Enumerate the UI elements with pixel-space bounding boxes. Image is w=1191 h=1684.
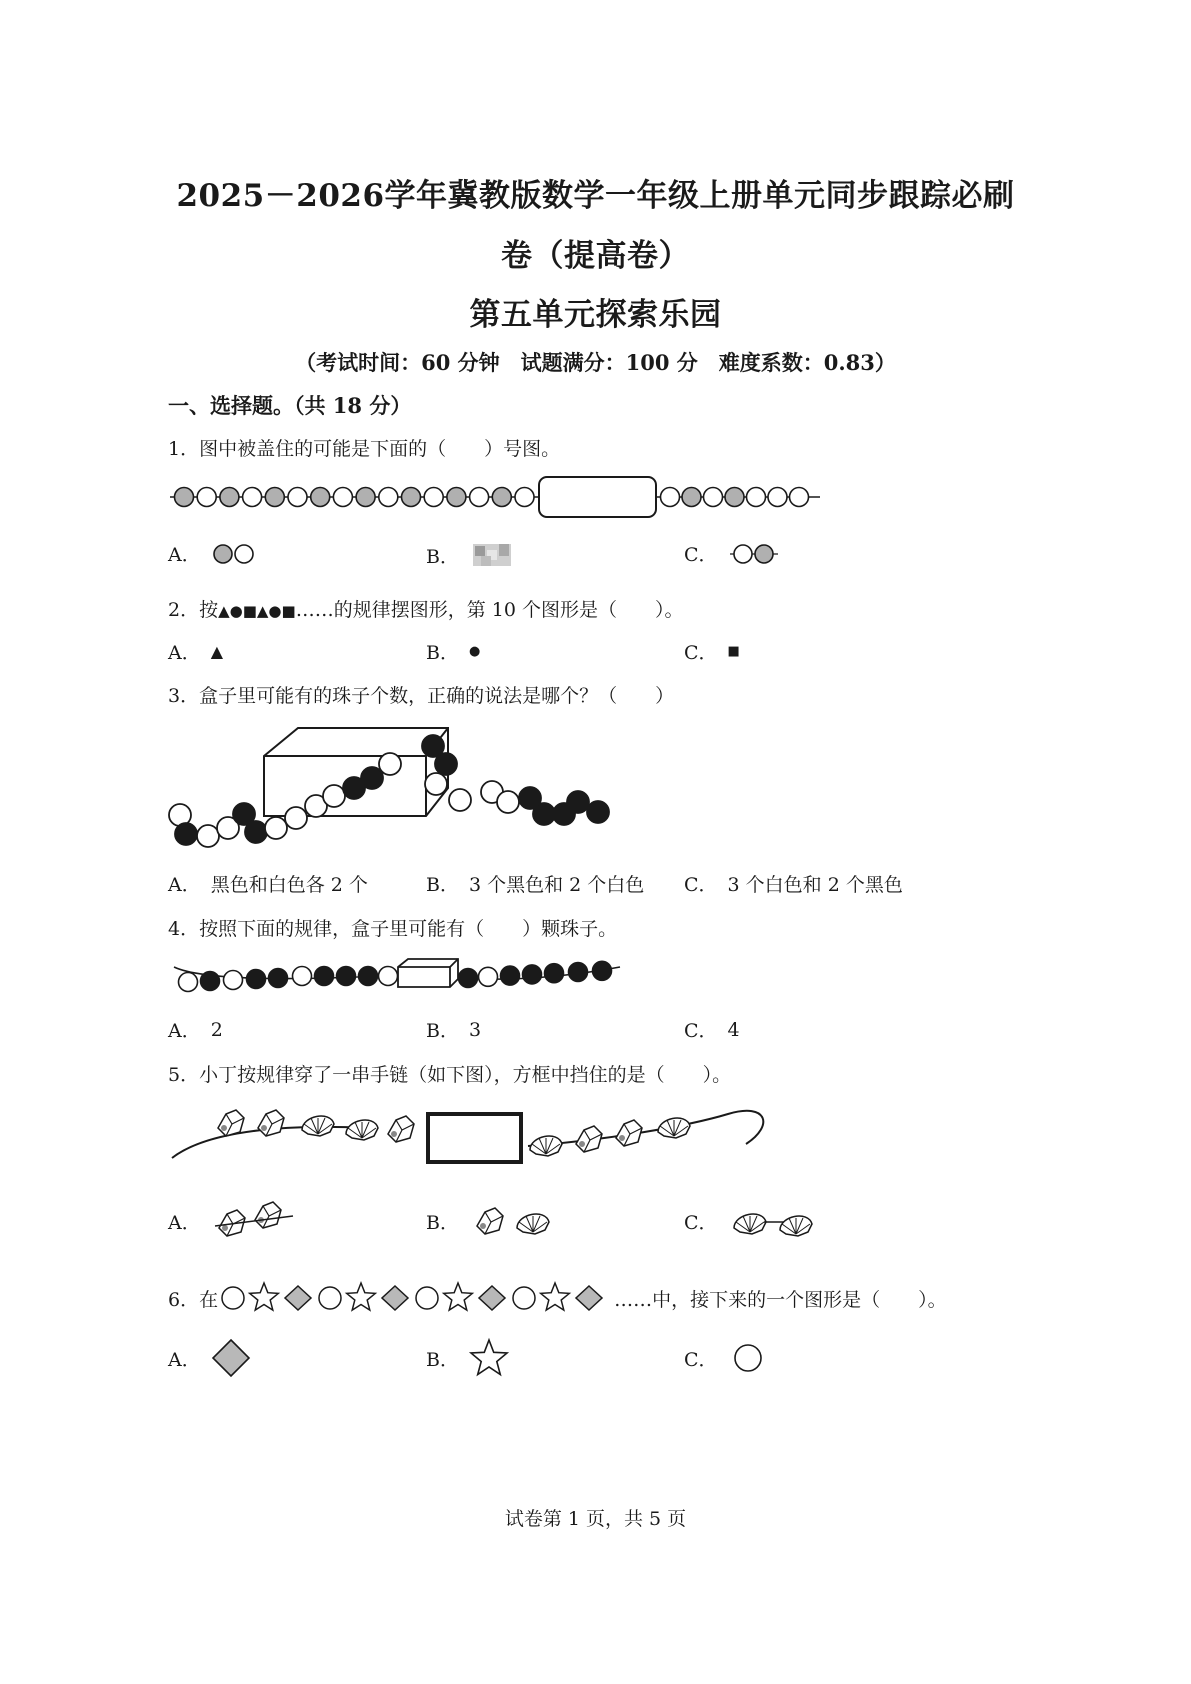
diamond-shape bbox=[285, 1286, 311, 1310]
bead bbox=[265, 488, 284, 507]
bead bbox=[359, 967, 378, 986]
q1-option-b[interactable] bbox=[426, 540, 517, 570]
diamond-shape bbox=[382, 1286, 408, 1310]
bead bbox=[175, 488, 194, 507]
bead bbox=[379, 967, 398, 986]
star-shape bbox=[541, 1283, 570, 1310]
q6-option-b[interactable] bbox=[426, 1338, 509, 1378]
q3-box bbox=[264, 728, 448, 816]
q5-option-b-conch-and-scallop bbox=[469, 1196, 559, 1246]
q5-cover-box bbox=[428, 1114, 521, 1162]
circle-icon bbox=[728, 1338, 768, 1378]
scallop-shell bbox=[346, 1120, 378, 1140]
star-shape bbox=[347, 1283, 376, 1310]
question-1-stem: 1．图中被盖住的可能是下面的（ ）号图。 bbox=[168, 438, 561, 460]
option-label: A． bbox=[168, 1348, 201, 1371]
bead bbox=[492, 488, 511, 507]
scallop-shell bbox=[780, 1216, 812, 1236]
conch-shell bbox=[258, 1110, 284, 1136]
bead bbox=[288, 488, 307, 507]
option-text: 2 bbox=[210, 1018, 223, 1041]
option-text: 3 个黑色和 2 个白色 bbox=[468, 874, 645, 896]
q5-option-a-two-conches bbox=[211, 1196, 301, 1246]
q6-option-c[interactable] bbox=[684, 1338, 768, 1378]
bead bbox=[245, 821, 267, 843]
q4-option-a[interactable] bbox=[168, 1016, 223, 1043]
scallop-shell bbox=[734, 1214, 766, 1234]
bead bbox=[515, 488, 534, 507]
star-shape bbox=[250, 1283, 279, 1310]
bead bbox=[523, 965, 542, 984]
q5-bracelet-figure bbox=[168, 1100, 778, 1172]
bead bbox=[323, 785, 345, 807]
diamond-icon bbox=[211, 1338, 251, 1378]
q4-option-c[interactable] bbox=[684, 1016, 740, 1043]
bead bbox=[201, 972, 220, 991]
option-text: 3 bbox=[468, 1018, 482, 1041]
q3-option-b[interactable] bbox=[426, 870, 644, 897]
option-label: C． bbox=[684, 1020, 718, 1042]
scallop-shell bbox=[530, 1136, 562, 1156]
q1-option-a[interactable] bbox=[168, 540, 259, 567]
option-label: B． bbox=[426, 874, 459, 896]
bead bbox=[379, 488, 398, 507]
bead bbox=[356, 488, 375, 507]
q4-bead-string bbox=[168, 953, 628, 999]
bead bbox=[704, 488, 723, 507]
option-label: C． bbox=[684, 1211, 718, 1234]
exam-info: （考试时间：60 分钟 试题满分：100 分 难度系数：0.83） bbox=[295, 350, 896, 375]
q5-option-a[interactable] bbox=[168, 1196, 301, 1246]
bead bbox=[593, 961, 612, 980]
dot-icon: ● bbox=[468, 644, 481, 659]
q3-option-a[interactable] bbox=[168, 870, 368, 897]
q6-stem-prefix: 6．在 bbox=[168, 1288, 219, 1311]
bead bbox=[501, 966, 520, 985]
triangle-icon: ▲ bbox=[210, 642, 224, 661]
q2-option-b[interactable] bbox=[426, 638, 480, 665]
question-6-stem bbox=[168, 1282, 947, 1314]
bead bbox=[497, 791, 519, 813]
q5-option-c-two-scallops bbox=[728, 1196, 828, 1246]
option-label: C． bbox=[684, 874, 718, 896]
bead bbox=[285, 807, 307, 829]
square-icon: ■ bbox=[727, 644, 740, 659]
star-icon bbox=[469, 1338, 509, 1378]
option-label: C． bbox=[684, 642, 718, 664]
conch-shell bbox=[388, 1116, 414, 1142]
bead bbox=[447, 488, 466, 507]
bead bbox=[768, 488, 787, 507]
page-title-line1: 2025－2026学年冀教版数学一年级上册单元同步跟踪必刷 bbox=[176, 178, 1015, 214]
option-label: C． bbox=[684, 544, 718, 566]
question-3-stem: 3．盒子里可能有的珠子个数，正确的说法是哪个？（ ） bbox=[168, 685, 675, 707]
bead bbox=[224, 971, 243, 990]
q4-option-b[interactable] bbox=[426, 1016, 481, 1043]
bead bbox=[747, 488, 766, 507]
bead bbox=[545, 964, 564, 983]
conch-shell bbox=[255, 1202, 281, 1228]
bead bbox=[533, 803, 555, 825]
unit-title: 第五单元探索乐园 bbox=[469, 297, 722, 333]
q1-option-c[interactable] bbox=[684, 540, 782, 567]
q2-stem-suffix: ……的规律摆图形，第 10 个图形是（ ）。 bbox=[295, 599, 684, 621]
conch-shell bbox=[616, 1120, 642, 1146]
q2-stem-prefix: 2．按 bbox=[168, 599, 219, 621]
bead bbox=[449, 789, 471, 811]
page-footer: 试卷第 1 页，共 5 页 bbox=[504, 1508, 687, 1530]
bead bbox=[293, 967, 312, 986]
q3-bead-box-figure bbox=[168, 722, 628, 857]
section-heading: 一、选择题。（共 18 分） bbox=[168, 393, 412, 418]
q2-option-c[interactable] bbox=[684, 638, 740, 665]
q6-option-a[interactable] bbox=[168, 1338, 251, 1378]
circle-shape bbox=[513, 1287, 535, 1309]
bead bbox=[725, 488, 744, 507]
option-label: B． bbox=[426, 642, 459, 664]
bead bbox=[479, 967, 498, 986]
bead bbox=[567, 791, 589, 813]
bead bbox=[311, 488, 330, 507]
option-label: B． bbox=[426, 1020, 459, 1042]
q2-pattern: ▲●■▲●■ bbox=[218, 602, 296, 620]
bead bbox=[379, 753, 401, 775]
bead bbox=[425, 773, 447, 795]
bead bbox=[435, 753, 457, 775]
circle-shape bbox=[222, 1287, 244, 1309]
q1-option-c-beads bbox=[728, 542, 782, 566]
circle-shape bbox=[319, 1287, 341, 1309]
option-text: 黑色和白色各 2 个 bbox=[210, 874, 368, 896]
q5-string-right bbox=[528, 1111, 763, 1146]
q5-option-c[interactable] bbox=[684, 1196, 828, 1246]
q1-bead-string bbox=[168, 474, 828, 522]
q6-stem-suffix: ……中，接下来的一个图形是（ ）。 bbox=[614, 1288, 947, 1311]
bead bbox=[459, 969, 478, 988]
q3-option-c[interactable] bbox=[684, 870, 903, 897]
bead bbox=[402, 488, 421, 507]
q6-shape-sequence bbox=[218, 1282, 608, 1314]
bead bbox=[790, 488, 809, 507]
option-text: 3 个白色和 2 个黑色 bbox=[727, 874, 903, 896]
bead bbox=[247, 970, 266, 989]
q5-option-b[interactable] bbox=[426, 1196, 559, 1246]
q1-option-a-beads bbox=[211, 542, 259, 566]
bead bbox=[424, 488, 443, 507]
diamond-shape bbox=[479, 1286, 505, 1310]
q1-option-b-blurred-beads bbox=[469, 540, 517, 570]
option-label: A． bbox=[168, 1020, 201, 1042]
bead bbox=[265, 817, 287, 839]
bead bbox=[333, 488, 352, 507]
conch-shell bbox=[477, 1208, 503, 1234]
bead bbox=[569, 963, 588, 982]
conch-shell bbox=[576, 1126, 602, 1152]
q4-box bbox=[398, 959, 458, 987]
star-shape bbox=[444, 1283, 473, 1310]
q2-option-a[interactable] bbox=[168, 638, 223, 665]
option-text: 4 bbox=[727, 1018, 740, 1041]
bead bbox=[269, 969, 288, 988]
bead bbox=[220, 488, 239, 507]
bead bbox=[587, 801, 609, 823]
bead bbox=[470, 488, 489, 507]
bead bbox=[682, 488, 701, 507]
bead bbox=[315, 967, 334, 986]
bead bbox=[197, 825, 219, 847]
q1-cover-box bbox=[539, 477, 656, 517]
option-label: B． bbox=[426, 1211, 459, 1234]
bead bbox=[197, 488, 216, 507]
diamond-shape bbox=[576, 1286, 602, 1310]
option-label: A． bbox=[168, 1211, 201, 1234]
bead bbox=[175, 823, 197, 845]
question-5-stem: 5．小丁按规律穿了一串手链（如下图），方框中挡住的是（ ）。 bbox=[168, 1064, 732, 1086]
scallop-shell bbox=[302, 1116, 334, 1136]
option-label: A． bbox=[168, 874, 201, 896]
option-label: A． bbox=[168, 642, 201, 664]
bead bbox=[337, 967, 356, 986]
bead bbox=[179, 973, 198, 992]
bead bbox=[243, 488, 262, 507]
scallop-shell bbox=[658, 1118, 690, 1138]
scallop-shell bbox=[517, 1214, 549, 1234]
conch-shell bbox=[218, 1110, 244, 1136]
option-label: A． bbox=[168, 544, 201, 566]
bead bbox=[661, 488, 680, 507]
bead bbox=[361, 767, 383, 789]
option-label: C． bbox=[684, 1348, 718, 1371]
circle-shape bbox=[416, 1287, 438, 1309]
question-2-stem bbox=[168, 595, 683, 622]
question-4-stem: 4．按照下面的规律，盒子里可能有（ ）颗珠子。 bbox=[168, 918, 618, 940]
option-label: B． bbox=[426, 1348, 459, 1371]
option-label: B． bbox=[426, 545, 459, 568]
page-title-line2: 卷（提高卷） bbox=[501, 238, 690, 274]
